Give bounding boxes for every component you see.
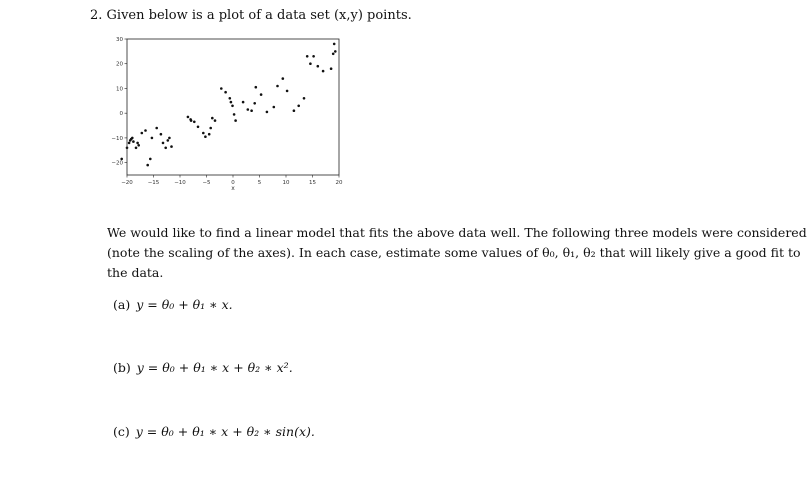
data-point — [312, 55, 315, 58]
data-point — [160, 133, 163, 136]
x-tick-label: 20 — [335, 180, 343, 186]
x-tick-label: −15 — [147, 180, 160, 186]
data-point — [276, 85, 279, 88]
data-point — [155, 127, 158, 130]
model-b-equation: y = θ₀ + θ₁ ∗ x + θ₂ ∗ x². — [136, 360, 293, 375]
data-point — [136, 142, 139, 145]
data-point — [162, 142, 165, 145]
question-title — [90, 7, 412, 24]
data-point — [209, 127, 212, 130]
data-point — [224, 91, 227, 94]
data-point — [229, 97, 232, 100]
data-point — [202, 132, 205, 135]
data-point — [149, 158, 152, 161]
x-tick-label: 0 — [231, 180, 235, 186]
y-tick-label: 30 — [116, 37, 123, 43]
intro-paragraph — [107, 223, 807, 283]
x-axis-label: x — [231, 185, 235, 192]
data-point — [231, 105, 234, 108]
data-point — [137, 144, 140, 147]
data-points — [120, 43, 336, 167]
question-number: 2. — [90, 8, 103, 23]
data-point — [141, 132, 144, 135]
data-point — [322, 70, 325, 73]
y-tick-label: 20 — [116, 61, 123, 68]
data-point — [260, 93, 263, 96]
scatter-plot — [100, 34, 350, 194]
data-point — [250, 109, 253, 112]
data-point — [332, 53, 335, 56]
data-point — [253, 102, 256, 105]
model-a — [113, 297, 233, 313]
data-point — [242, 101, 245, 104]
data-point — [190, 119, 193, 122]
y-tick-label: −20 — [111, 160, 123, 167]
question-text: Given below is a plot of a data set (x,y) points. — [106, 8, 412, 23]
data-point — [317, 65, 320, 68]
data-point — [266, 111, 269, 114]
data-point — [193, 121, 196, 124]
data-point — [151, 137, 154, 140]
model-c-equation: y = θ₀ + θ₁ ∗ x + θ₂ ∗ sin(x). — [135, 424, 315, 439]
data-point — [135, 147, 138, 150]
data-point — [297, 105, 300, 108]
data-point — [230, 101, 233, 104]
model-b-label: (b) — [113, 360, 131, 375]
data-point — [306, 55, 309, 58]
data-point — [128, 142, 131, 145]
data-point — [333, 43, 336, 46]
x-tick-label: 15 — [309, 180, 316, 186]
y-tick-label: −10 — [111, 135, 123, 142]
data-point — [282, 77, 285, 80]
data-point — [220, 87, 223, 90]
data-point — [234, 119, 237, 122]
data-point — [167, 139, 170, 142]
data-point — [131, 137, 134, 140]
data-point — [132, 140, 135, 143]
data-point — [197, 126, 200, 129]
data-point — [255, 86, 258, 89]
model-c-label: (c) — [113, 424, 130, 439]
intro-line-3: the data. — [107, 265, 164, 280]
y-tick-label: 0 — [119, 111, 123, 118]
data-point — [233, 113, 236, 116]
data-point — [208, 133, 211, 136]
x-tick-label: −5 — [202, 180, 211, 186]
x-tick-label: 5 — [257, 180, 262, 186]
data-point — [187, 116, 190, 119]
model-a-label: (a) — [113, 297, 131, 312]
data-point — [170, 145, 173, 148]
data-point — [211, 117, 214, 120]
data-point — [330, 67, 333, 70]
data-point — [168, 137, 171, 140]
x-tick-label: −10 — [174, 180, 186, 186]
scatter-plot-svg — [100, 34, 350, 194]
data-point — [204, 135, 207, 138]
data-point — [164, 147, 167, 150]
data-point — [144, 129, 147, 132]
data-point — [303, 97, 306, 100]
x-tick-label: −20 — [121, 180, 133, 186]
data-point — [247, 108, 250, 111]
intro-line-2: (note the scaling of the axes). In each case, estimate some values of θ₀, θ₁, θ₂ that will likely give a good fit to — [107, 245, 801, 260]
y-axis-ticks — [111, 37, 127, 167]
data-point — [334, 50, 337, 53]
data-point — [309, 62, 312, 65]
intro-line-1: We would like to find a linear model that fits the above data well. The following three models were considered — [107, 225, 807, 240]
data-point — [286, 90, 289, 93]
data-point — [293, 109, 296, 112]
model-c — [113, 424, 315, 440]
model-b — [113, 360, 293, 376]
data-point — [214, 119, 217, 122]
model-a-equation: y = θ₀ + θ₁ ∗ x. — [136, 297, 233, 312]
data-point — [146, 164, 149, 167]
data-point — [273, 106, 276, 109]
y-tick-label: 10 — [116, 86, 123, 93]
x-tick-label: 10 — [282, 180, 290, 186]
